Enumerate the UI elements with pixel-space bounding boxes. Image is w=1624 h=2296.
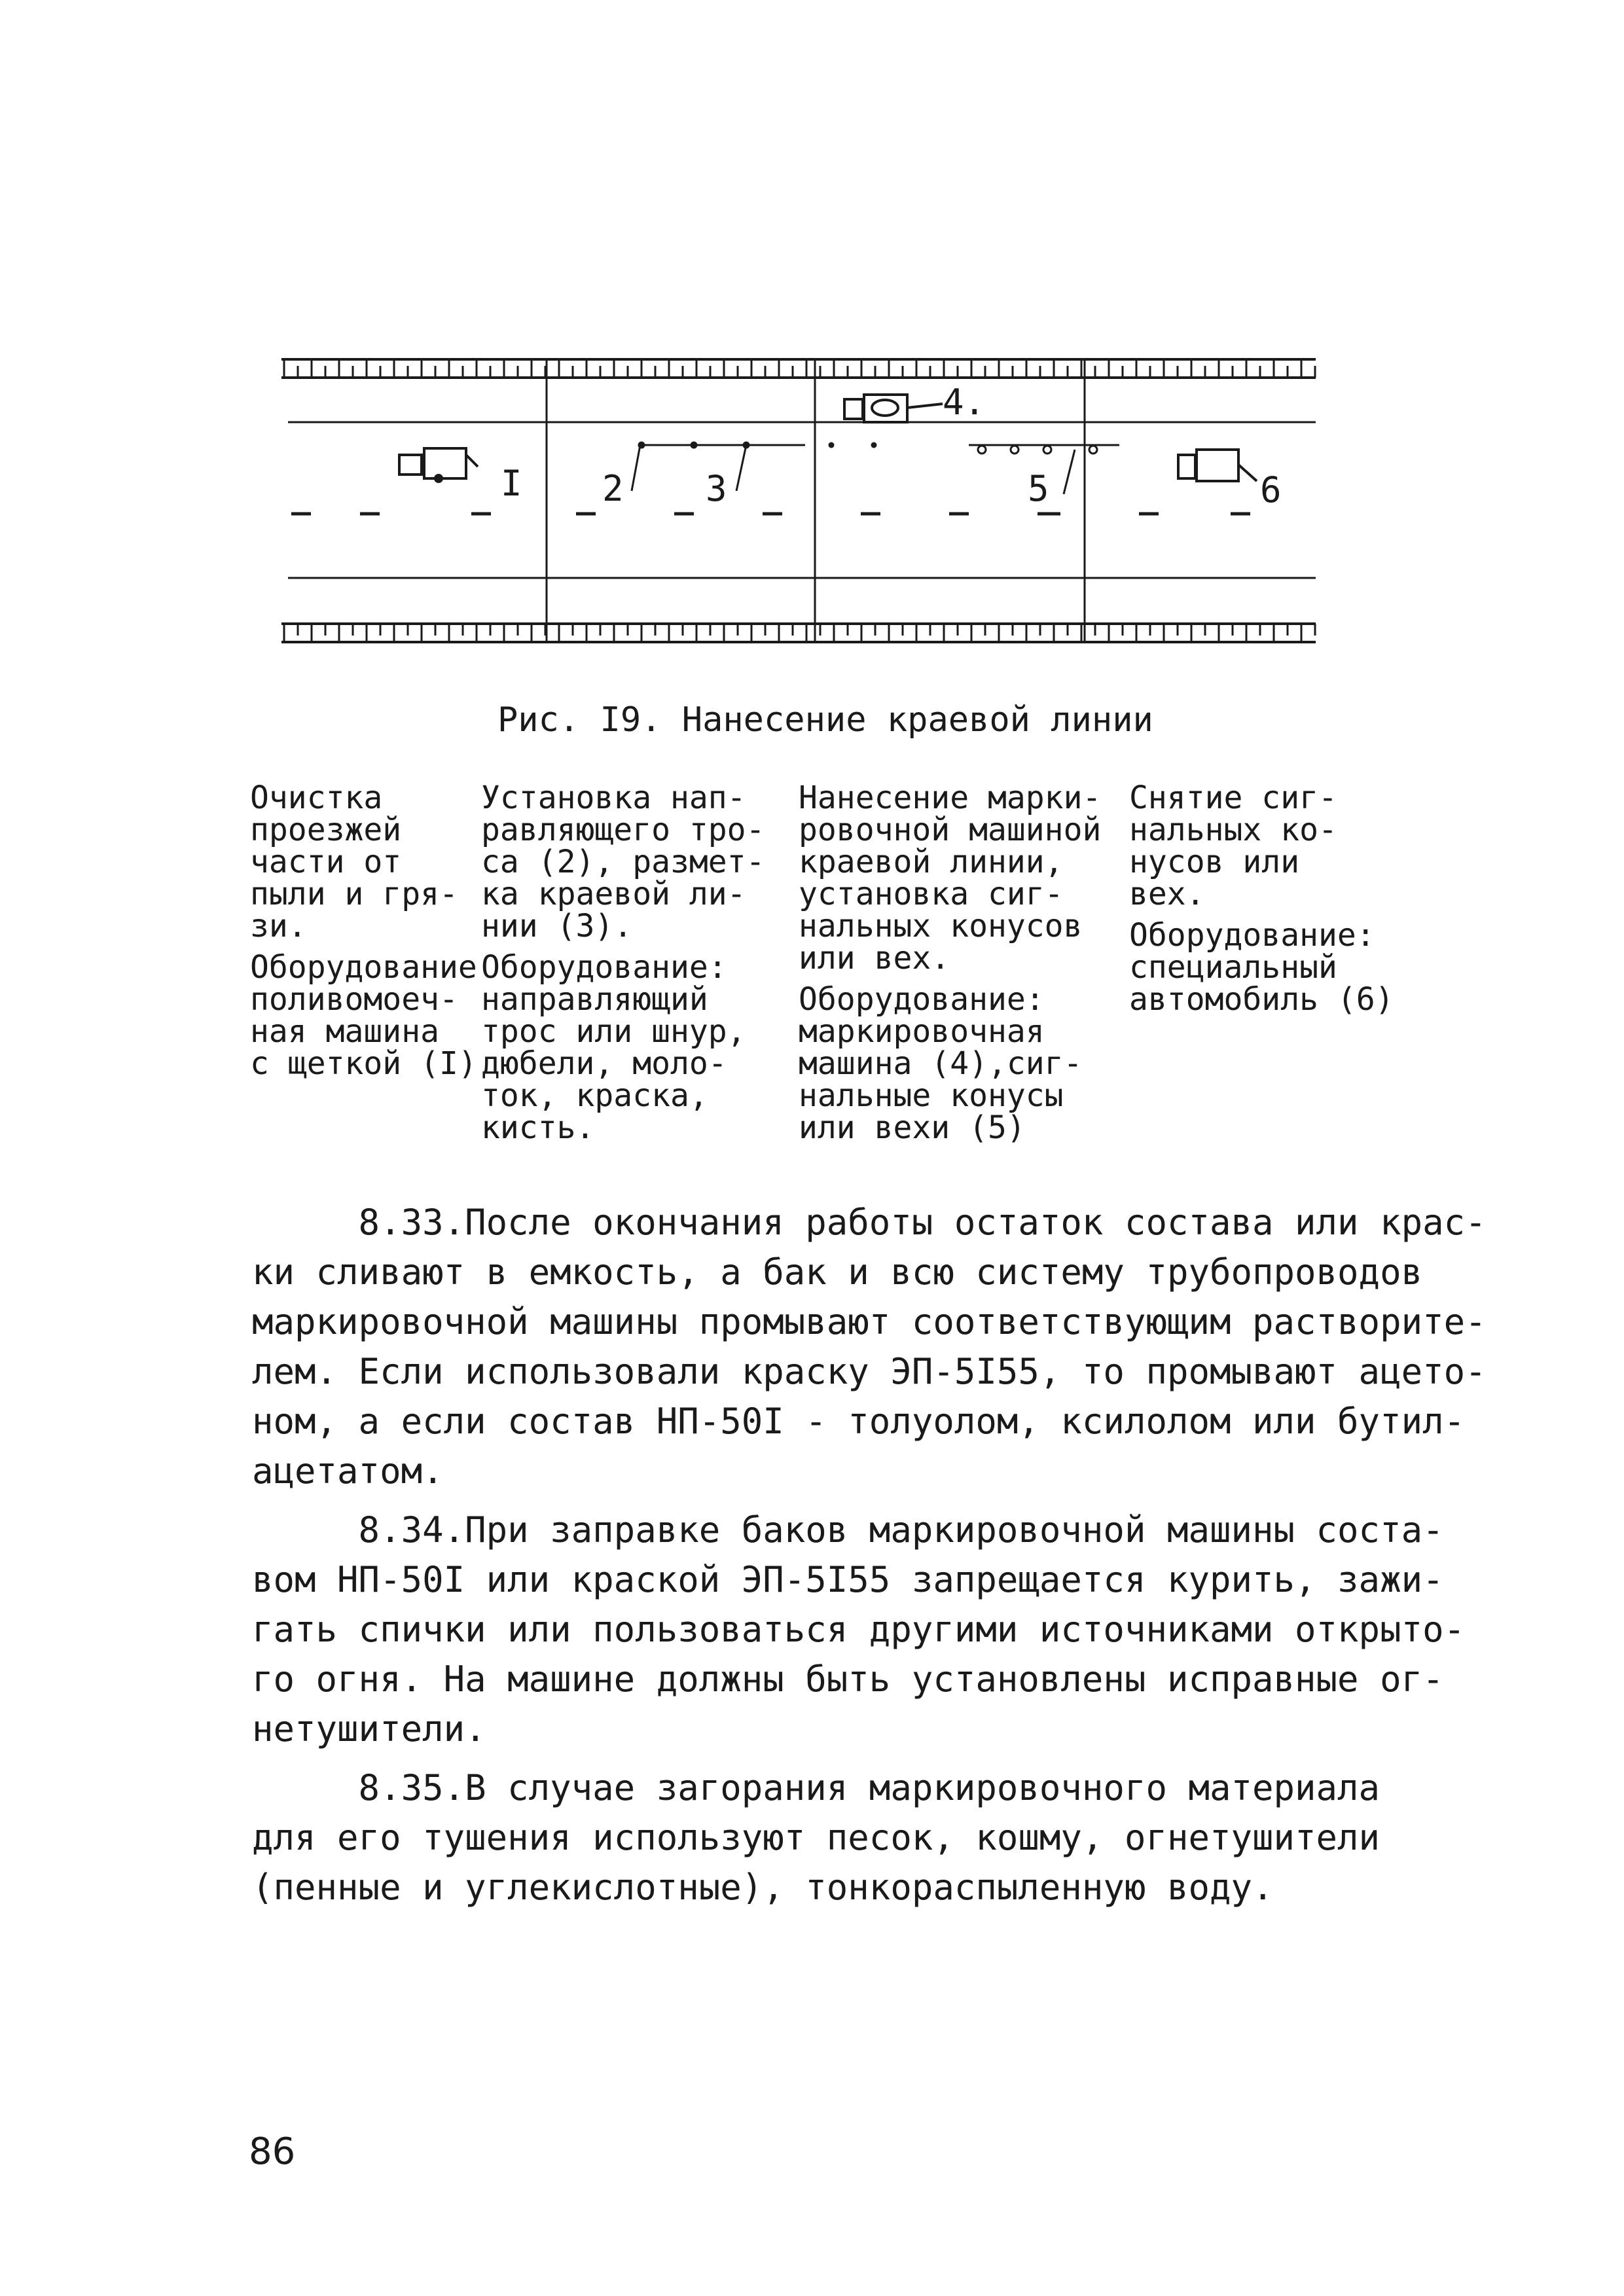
- top-curb: [281, 359, 1316, 378]
- road-marking-diagram: [275, 350, 1322, 664]
- stage-step: Снятие сиг- нальных ко- нусов или вех.: [1129, 780, 1337, 912]
- stage-step: Нанесение марки- ровочной машиной краевой линии, установка сиг- нальных конусов или вех.: [799, 780, 1102, 977]
- marking-machine-icon: [844, 395, 943, 422]
- stage-column-marking: [799, 782, 1101, 1144]
- stage-equipment: Оборудование: маркировочная машина (4),сиг- нальные конусы или вехи (5): [799, 981, 1083, 1146]
- label-2: 2: [602, 468, 624, 509]
- watering-truck-icon: [399, 448, 478, 482]
- paragraph-8-33: 8.33.После окончания работы остаток состава или крас- ки сливают в емкость, а бак и всю систему трубопроводов маркировочной машины промывают соответствующим растворите- лем. Если использовали краску ЭП-5I55, то промывают ацето- ном, а если состав НП-50I - толуолом, ксилолом или бутил- ацетатом.: [252, 1202, 1487, 1492]
- stage-equipment: Оборудование поливомоеч- ная машина с щеткой (I): [250, 949, 477, 1082]
- paragraph-8-34: 8.34.При заправке баков маркировочной машины соста- вом НП-50I или краской ЭП-5I55 запрещается курить, зажи- гать спички или пользоваться другими источниками открыто- го огня. На машине должны быть установлены исправные ог- нетушители.: [252, 1509, 1466, 1749]
- stage-column-cord-setup: [481, 782, 765, 1144]
- stage-column-cone-removal: [1129, 782, 1394, 1016]
- body-text: [252, 1198, 1487, 1922]
- page-number: 86: [249, 2130, 296, 2173]
- stage-equipment: Оборудование: направляющий трос или шнур, дюбели, моло- ток, краска, кисть.: [481, 949, 746, 1146]
- road-diagram-svg: [275, 350, 1322, 664]
- signal-cones: [829, 443, 1119, 494]
- stage-dividers: [547, 359, 1085, 642]
- bottom-curb: [281, 624, 1316, 642]
- stage-equipment: Оборудование: специальный автомобиль (6): [1129, 917, 1394, 1018]
- paragraph-8-35: 8.35.В случае загорания маркировочного материала для его тушения используют песок, кошму, огнетушители (пенные и углекислотные), тонкораспыленную воду.: [252, 1767, 1380, 1908]
- label-1: I: [501, 463, 522, 504]
- label-4: 4.: [943, 382, 986, 423]
- stage-step: Очистка проезжей части от пыли и гря- зи.: [250, 780, 458, 944]
- label-5: 5: [1028, 468, 1049, 509]
- figure-caption: Рис. I9. Нанесение краевой линии: [497, 700, 1153, 740]
- stage-step: Установка нап- равляющего тро- са (2), размет- ка краевой ли- нии (3).: [481, 780, 765, 944]
- label-6: 6: [1260, 469, 1282, 511]
- stage-column-cleaning: [250, 782, 477, 1080]
- special-car-icon: [1178, 450, 1257, 481]
- label-3: 3: [706, 468, 727, 509]
